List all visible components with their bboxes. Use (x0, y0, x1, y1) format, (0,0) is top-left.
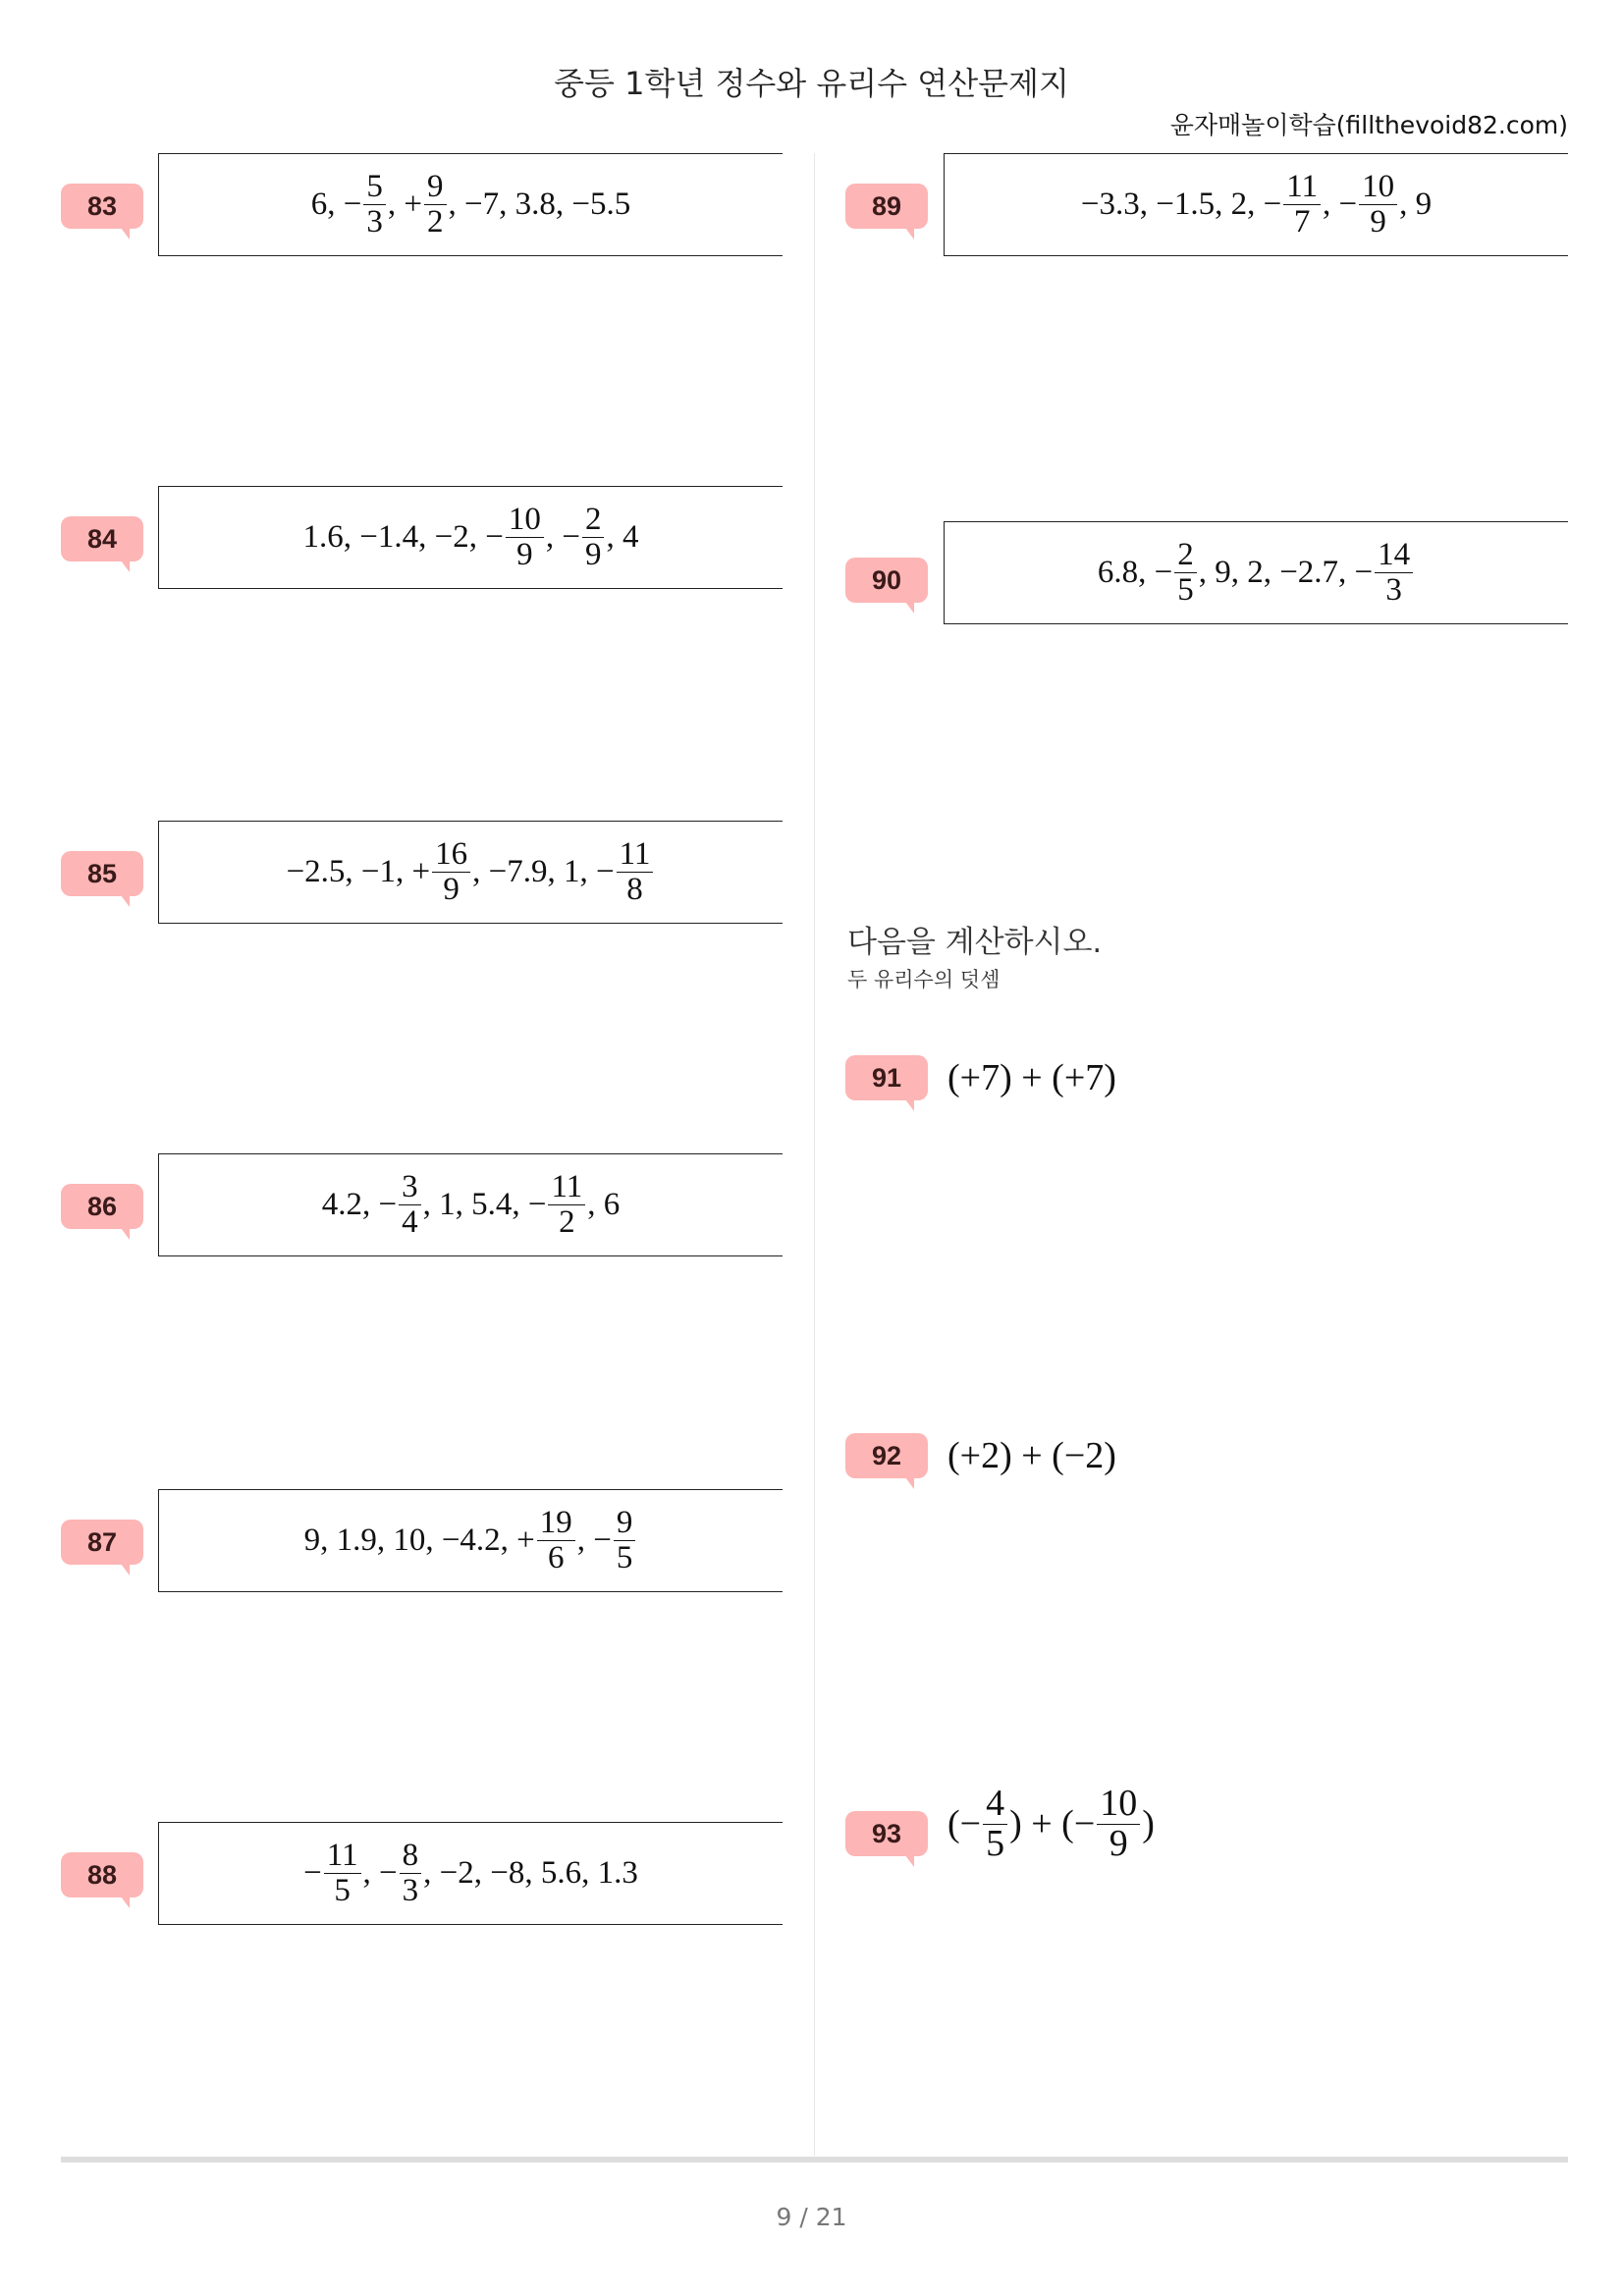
denominator: 5 (986, 1822, 1005, 1864)
problem-number-badge: 90 (845, 558, 928, 603)
numerator: 2 (1174, 538, 1197, 573)
problem-number-badge: 91 (845, 1055, 928, 1100)
math-text: −3.3, −1.5, 2, − (1080, 187, 1282, 222)
fraction (614, 1506, 636, 1575)
math-text: , − (576, 1522, 612, 1558)
denominator: 5 (334, 1873, 351, 1908)
fraction (582, 503, 605, 571)
numerator: 5 (363, 170, 386, 205)
problem-box (158, 821, 783, 924)
math-text: 4.2, − (321, 1187, 398, 1222)
problem-box (158, 1153, 783, 1256)
denominator: 5 (1177, 572, 1194, 608)
math-text: (+7) + (+7) (947, 1057, 1116, 1098)
denominator: 9 (1109, 1822, 1128, 1864)
denominator: 2 (559, 1204, 575, 1240)
fraction (1097, 1785, 1140, 1864)
brand-label: 윤자매놀이학습(fillthevoid82.com) (1169, 111, 1568, 139)
math-text: − (303, 1855, 322, 1891)
math-expression (322, 1170, 621, 1239)
problem-box (158, 1822, 783, 1925)
calc-expression (947, 1056, 1116, 1099)
numerator: 3 (399, 1170, 421, 1205)
numerator: 10 (506, 503, 544, 538)
math-text: , 9, 2, −2.7, − (1198, 555, 1374, 590)
math-expression (287, 837, 656, 906)
calc-expression (947, 1785, 1155, 1864)
problem-box (944, 521, 1568, 624)
math-text: ) (1142, 1803, 1155, 1845)
fraction (983, 1785, 1007, 1864)
math-expression (947, 1434, 1116, 1477)
math-expression (311, 170, 630, 239)
math-expression (947, 1785, 1155, 1864)
math-expression (947, 1056, 1116, 1099)
denominator: 7 (1293, 204, 1311, 240)
page-number: 9 / 21 (776, 2203, 847, 2231)
instruction-subtitle: 두 유리수의 덧셈 (847, 968, 1001, 991)
math-text: , 1, 5.4, − (422, 1187, 547, 1222)
math-text: (− (947, 1803, 982, 1845)
denominator: 3 (366, 204, 383, 240)
fraction (432, 837, 470, 906)
math-text: ) + (− (1009, 1803, 1096, 1845)
fraction (1359, 170, 1397, 239)
denominator: 9 (516, 537, 533, 572)
numerator: 11 (324, 1839, 361, 1874)
math-text: 1.6, −1.4, −2, − (302, 519, 504, 555)
page-title: 중등 1학년 정수와 유리수 연산문제지 (554, 65, 1069, 102)
math-text: , − (545, 519, 580, 555)
problem-number-badge: 87 (61, 1520, 143, 1565)
problem-number-badge: 88 (61, 1852, 143, 1897)
problem-number-badge: 86 (61, 1184, 143, 1229)
numerator: 16 (432, 837, 470, 873)
math-text: , 4 (606, 519, 639, 555)
denominator: 3 (402, 1873, 419, 1908)
fraction (617, 837, 654, 906)
fraction (399, 1170, 421, 1239)
numerator: 10 (1097, 1785, 1140, 1825)
math-expression (303, 1839, 638, 1907)
math-text: , −2, −8, 5.6, 1.3 (423, 1855, 638, 1891)
fraction (424, 170, 447, 239)
fraction (1174, 538, 1197, 607)
math-text: , −7.9, 1, − (472, 854, 615, 889)
math-text: , −7, 3.8, −5.5 (448, 187, 631, 222)
math-expression (1098, 538, 1415, 607)
numerator: 9 (614, 1506, 636, 1541)
math-text: 6, − (310, 187, 362, 222)
numerator: 10 (1359, 170, 1397, 205)
math-text: , + (387, 187, 422, 222)
math-expression (304, 1506, 638, 1575)
numerator: 11 (1283, 170, 1321, 205)
fraction (506, 503, 544, 571)
math-text: , − (1323, 187, 1358, 222)
problem-number-badge: 83 (61, 184, 143, 229)
numerator: 19 (537, 1506, 575, 1541)
denominator: 3 (1385, 572, 1402, 608)
column-divider (814, 153, 815, 2156)
math-text: 9, 1.9, 10, −4.2, + (303, 1522, 535, 1558)
footer-divider (61, 2157, 1568, 2163)
denominator: 9 (443, 872, 460, 907)
denominator: 8 (626, 872, 643, 907)
fraction (400, 1839, 422, 1907)
denominator: 9 (1370, 204, 1386, 240)
math-expression (1081, 170, 1432, 239)
calc-expression (947, 1434, 1116, 1477)
denominator: 6 (548, 1540, 565, 1575)
denominator: 9 (584, 537, 602, 572)
problem-number-badge: 84 (61, 516, 143, 561)
math-text: 6.8, − (1097, 555, 1173, 590)
numerator: 2 (582, 503, 605, 538)
problem-box (944, 153, 1568, 256)
math-text: , − (362, 1855, 398, 1891)
problem-box (158, 1489, 783, 1592)
denominator: 2 (427, 204, 444, 240)
fraction (1375, 538, 1413, 607)
math-text: , 6 (587, 1187, 621, 1222)
fraction (537, 1506, 575, 1575)
numerator: 9 (424, 170, 447, 205)
problem-box (158, 486, 783, 589)
numerator: 11 (548, 1170, 585, 1205)
problem-number-badge: 93 (845, 1811, 928, 1856)
denominator: 4 (402, 1204, 418, 1240)
fraction (548, 1170, 585, 1239)
problem-number-badge: 85 (61, 851, 143, 896)
math-text: −2.5, −1, + (286, 854, 431, 889)
numerator: 11 (617, 837, 654, 873)
denominator: 5 (616, 1540, 633, 1575)
math-text: , 9 (1399, 187, 1433, 222)
math-expression (303, 503, 639, 571)
fraction (1283, 170, 1321, 239)
problem-number-badge: 89 (845, 184, 928, 229)
problem-number-badge: 92 (845, 1433, 928, 1478)
numerator: 8 (400, 1839, 422, 1874)
numerator: 4 (983, 1785, 1007, 1825)
instruction-text: 다음을 계산하시오. (847, 925, 1103, 960)
numerator: 14 (1375, 538, 1413, 573)
fraction (324, 1839, 361, 1907)
problem-box (158, 153, 783, 256)
fraction (363, 170, 386, 239)
math-text: (+2) + (−2) (947, 1435, 1116, 1476)
